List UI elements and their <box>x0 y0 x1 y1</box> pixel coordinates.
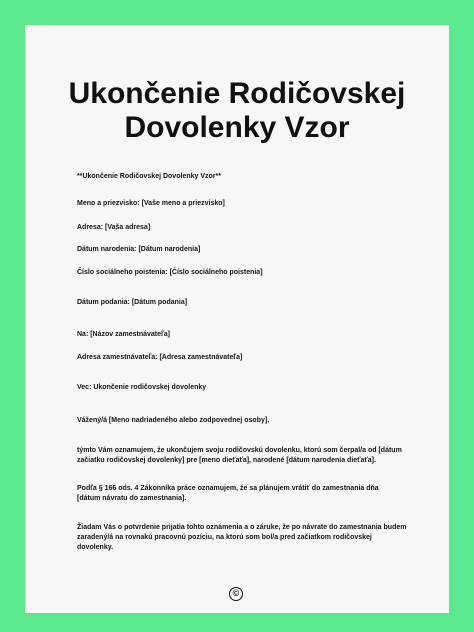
recipient-field: Na: [Názov zamestnávateľa] <box>77 331 170 338</box>
copyright-icon: © <box>229 587 243 601</box>
title-line-2: Dovolenky Vzor <box>124 111 350 144</box>
birth-date-field: Dátum narodenia: [Dátum narodenia] <box>77 246 201 253</box>
paragraph-2: Podľa § 166 ods. 4 Zákonníka práce oznamujem, že sa plánujem vrátiť do zamestnania dňa [dátum návratu do zamestnania]. <box>77 485 379 502</box>
social-number-field: Číslo sociálneho poistenia: [Číslo sociálneho poistenia] <box>77 269 263 276</box>
submission-date-field: Dátum podania: [Dátum podania] <box>77 299 188 306</box>
salutation-line: Vážený/á [Meno nadriadeného alebo zodpovednej osoby], <box>77 417 270 424</box>
address-field: Adresa: [Vaša adresa] <box>77 224 151 231</box>
document-title <box>25 77 449 145</box>
paragraph-3: Žiadam Vás o potvrdenie prijatia tohto oznámenia a o záruke, že po návrate do zamestnania budem zaradený/á na rovnakú pracovnú pozíciu, na ktorú som bol/a pred začiatkom rodičovskej dovolenky. <box>77 524 407 551</box>
document-heading: **Ukončenie Rodičovskej Dovolenky Vzor** <box>77 173 221 180</box>
title-line-1: Ukončenie Rodičovskej <box>68 77 406 110</box>
employer-address-field: Adresa zamestnávateľa: [Adresa zamestnávateľa] <box>77 354 243 361</box>
paragraph-1: týmto Vám oznamujem, že ukončujem svoju rodičovskú dovolenku, ktorú som čerpal/a od [dátum začiatku rodičovskej dovolenky] pre [meno dieťaťa], narodené [dátum narodenia dieťaťa]. <box>77 447 402 464</box>
subject-line: Vec: Ukončenie rodičovskej dovolenky <box>77 384 207 391</box>
document-page <box>25 25 449 613</box>
name-field: Meno a priezvisko: [Vaše meno a priezvisko] <box>77 200 225 207</box>
